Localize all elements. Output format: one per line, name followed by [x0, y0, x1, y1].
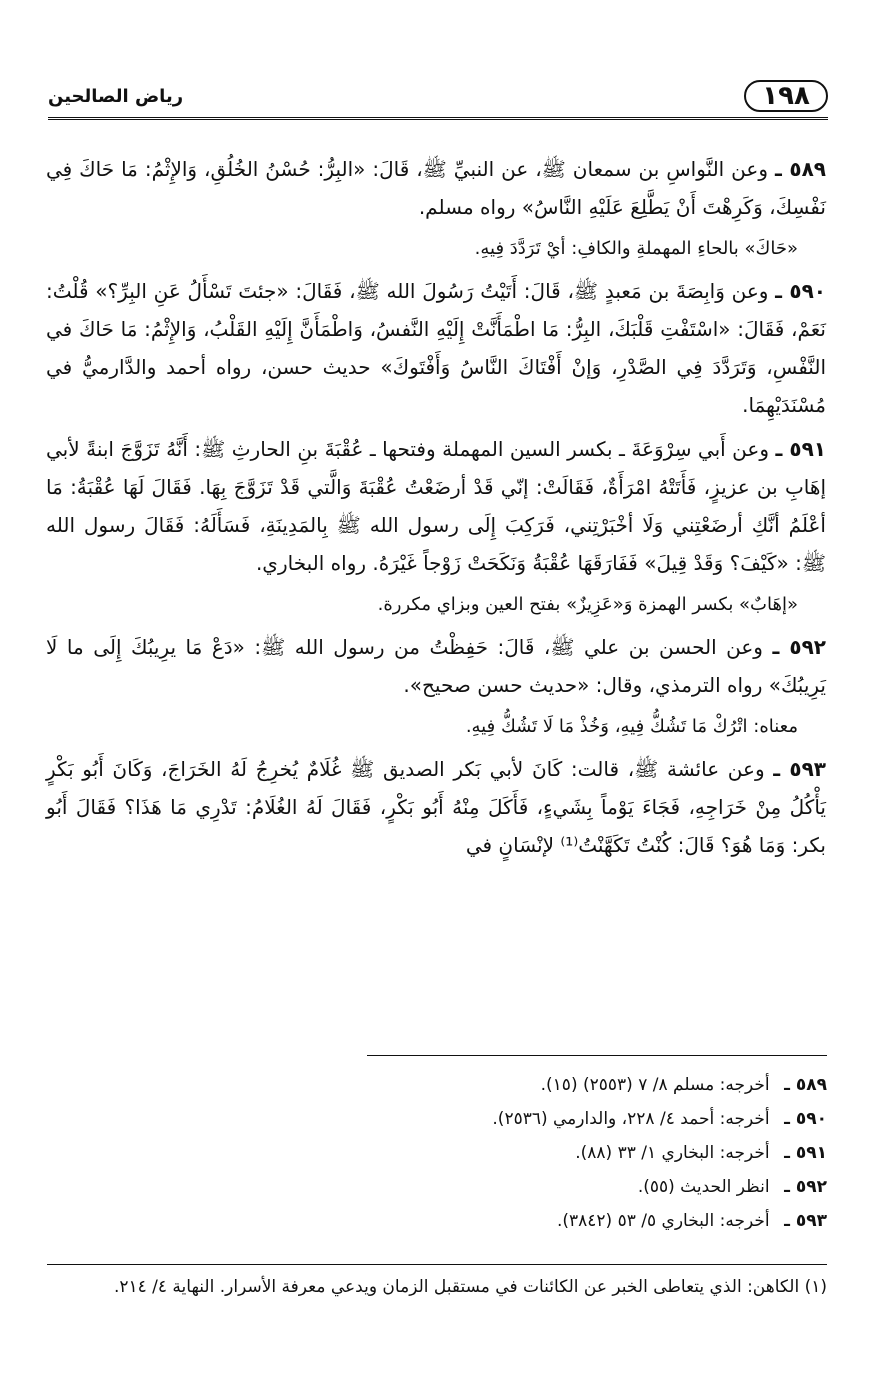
hadith-number: ٥٩١ ـ	[775, 437, 826, 461]
hadith-589	[46, 150, 826, 226]
book-title: رياض الصالحين	[48, 86, 184, 107]
main-text	[46, 150, 826, 870]
hadith-note: «إهَابٌ» بكسر الهمزة وَ«عَزِيزٌ» بفتح العين وبزاي مكررة.	[377, 594, 798, 615]
definition-footnote: (١) الكاهن: الذي يتعاطى الخبر عن الكائنات في مستقبل الزمان ويدعي معرفة الأسرار. النهاية ٤/ ٢١٤.	[113, 1277, 827, 1297]
hadith-number: ٥٩٢ ـ	[772, 635, 826, 659]
hadith-number: ٥٨٩ ـ	[774, 157, 826, 181]
hadith-number: ٥٩٣ ـ	[773, 757, 826, 781]
footnote-number: ٥٩٠ ـ	[784, 1109, 827, 1129]
hadith-note: معناه: اتْرُكْ مَا تَشُكُّ فِيهِ، وَخُذْ مَا لَا تَشُكُّ فِيهِ.	[465, 716, 798, 737]
hadith-592	[46, 628, 826, 704]
page-number-text: ١٩٨	[762, 81, 810, 111]
hadith-text: وعن عائشة ﷺ، قالت: كَانَ لأبي بَكر الصديق ﷺ غُلَامٌ يُخرِجُ لَهُ الخَرَاجَ، وَكَانَ أَبُو بَكْرٍ يَأْكُلُ مِنْ خَرَاجِهِ، فَجَاءَ يَوْماً بِشَيءٍ، فَأَكَلَ مِنْهُ أَبُو بَكْرٍ، فَقَالَ لَهُ الغُلَامُ: تَدْرِي مَا هَذَا؟ فَقَالَ أَبُو بكر: وَمَا هُوَ؟ قَالَ: كُنْتُ تَكَهَّنْتُ⁽¹⁾ لإنْسَانٍ في	[46, 757, 826, 857]
hadith-591	[46, 430, 826, 582]
source-footnotes	[127, 1068, 827, 1238]
footnote-text: أخرجه: البخاري ١/ ٣٣ (٨٨).	[575, 1143, 770, 1163]
hadith-590	[46, 272, 826, 424]
page-header	[48, 80, 828, 120]
page-number	[744, 80, 828, 112]
hadith-text: وعن الحسن بن علي ﷺ، قَالَ: حَفِظْتُ من رسول الله ﷺ: «دَعْ مَا يرِيبُكَ إِلَى ما لَا يَرِيبُكَ» رواه الترمذي، وقال: «حديث حسن صحيح».	[46, 635, 826, 697]
footnote-divider-2	[47, 1264, 827, 1265]
hadith-text: وعن النَّواسِ بن سمعان ﷺ، عن النبيِّ ﷺ، قَالَ: «البِرُّ: حُسْنُ الخُلُقِ، وَالإِثْمُ: مَا حَاكَ فِي نَفْسِكَ، وَكَرِهْتَ أَنْ يَطَّلِعَ عَلَيْهِ النَّاسُ» رواه مسلم.	[46, 157, 826, 219]
footnote-text: أخرجه: البخاري ٥/ ٥٣ (٣٨٤٢).	[556, 1211, 770, 1231]
hadith-text: وعن أَبي سِرْوَعَةَ ـ بكسر السين المهملة وفتحها ـ عُقْبَةَ بنِ الحارثِ ﷺ: أَنَّهُ تَزَوَّجَ ابنةً لأبي إهَابِ بن عزيزٍ، فَأَتَتْهُ امْرَأَةٌ، فَقَالَتْ: إنّي قَدْ أرضَعْتُ عُقْبَةَ وَالَّتي قَدْ تَزَوَّجَ بِهَا. فَقَالَ لَهَا عُقْبَةُ: مَا أعْلَمُ أنَّكِ أرضَعْتِني وَلَا أخْبَرْتِني، فَرَكِبَ إِلَى رسول الله ﷺ بِالمَدِينَةِ، فَسَأَلَهُ: فَقَالَ رسول الله ﷺ: «كَيْفَ؟ وَقَدْ قِيلَ» فَفَارَقَهَا عُقْبَةُ وَنَكَحَتْ زَوْجاً غَيْرَهُ. رواه البخاري.	[46, 437, 826, 575]
hadith-text: وعن وَابِصَةَ بن مَعبدٍ ﷺ، قَالَ: أَتَيْتُ رَسُولَ الله ﷺ، فَقَالَ: «جئتَ تَسْأَلُ عَنِ البِرِّ؟» قُلْتُ: نَعَمْ، فَقَالَ: «اسْتَفْتِ قَلْبَكَ، البِرُّ: مَا اطْمَأَنَّتْ إِلَيْهِ النَّفسُ، وَاطْمَأَنَّ إِلَيْهِ القَلْبُ، وَالإِثْمُ: مَا حَاكَ في النَّفْسِ، وَتَرَدَّدَ فِي الصَّدْرِ، وَإنْ أَفْتَاكَ النَّاسُ وَأَفْتَوكَ» حديث حسن، رواه أحمد والدَّارميُّ في مُسْنَدَيْهِمَا.	[46, 279, 826, 417]
footnote-item	[127, 1102, 827, 1136]
footnote-number: ٥٩٣ ـ	[784, 1211, 827, 1231]
hadith-note: «حَاكَ» بالحاءِ المهملةِ والكافِ: أيْ تَرَدَّدَ فِيهِ.	[474, 238, 798, 259]
footnote-divider	[367, 1055, 827, 1056]
footnote-number: ٥٩١ ـ	[784, 1143, 827, 1163]
footnote-item	[127, 1136, 827, 1170]
hadith-number: ٥٩٠ ـ	[775, 279, 826, 303]
footnote-item	[127, 1204, 827, 1238]
header-rule	[48, 117, 828, 120]
footnote-text: أخرجه: مسلم ٨/ ٧ (٢٥٥٣) (١٥).	[540, 1075, 770, 1095]
footnote-text: أخرجه: أحمد ٤/ ٢٢٨، والدارمي (٢٥٣٦).	[492, 1109, 770, 1129]
footnote-number: ٥٨٩ ـ	[784, 1075, 827, 1095]
footnote-number: ٥٩٢ ـ	[784, 1177, 827, 1197]
footnote-item	[127, 1170, 827, 1204]
hadith-593	[46, 750, 826, 864]
footnote-item	[127, 1068, 827, 1102]
footnote-text: انظر الحديث (٥٥).	[637, 1177, 770, 1197]
